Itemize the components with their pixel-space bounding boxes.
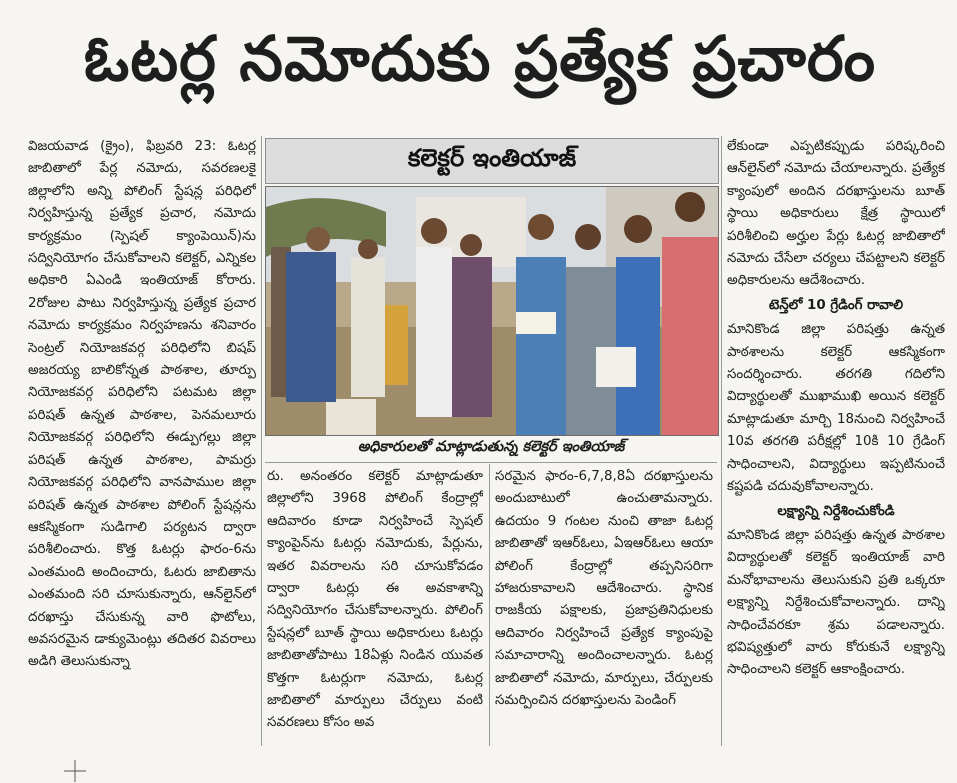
photo-caption: అధికారులతో మాట్లాడుతున్న కలెక్టర్ ఇంతియాజ్ [265,436,717,463]
column-4-text-1: లేకుండా ఎప్పటికప్పుడు పరిష్కరించి ఆన్‌లైన్‌లో నమోదు చేయాలన్నారు. ప్రత్యేక క్యాంపులో అందిన దరఖాస్తులను బూత్ స్థాయి అధికారులు క్షేత్ర స్థాయిలో పరిశీలించి అర్హుల పేర్లు ఓటర్ల జాబితాలో నమోదు చేసేలా చర్యలు చేపట్టాలని కలెక్టర్ అధికారులను ఆదేశించారు. [727,139,945,289]
column-1-text: విజయవాడ (క్రైం), ఫిబ్రవరి 23: ఓటర్ల జాబితాలో పేర్ల నమోదు, సవరణలకై జిల్లాలోని అన్ని పోలింగ్ స్టేషన్ల పరిధిలో నిర్వహిస్తున్న ప్రత్యేక ప్రచార, నమోదు కార్యక్రమం (స్పెషల్ క్యాంపెయిన్)ను సద్వినియోగం చేసుకోవాలని కలెక్టర్, ఎన్నికల అధికారి ఏఎండి ఇంతియాజ్ కోరారు. 2రోజుల పాటు నిర్వహిస్తున్న ప్రత్యేక ప్రచార నమోదు కార్యక్రమం నిర్వహణను శనివారం సెంట్రల్ నియోజకవర్గ పరిధిలోని బిషప్ అజరయ్య బాలికోన్నత పాఠశాల, తూర్పు నియోజకవర్గ పరిధిలోని పటమట జిల్లా పరిషత్ ఉన్నత పాఠశాల, పెనమలూరు నియోజకవర్గ పరిధిలోని ఈడ్పుగల్లు జిల్లా పరిషత్ ఉన్నత పాఠశాల, పామర్రు నియోజకవర్గ పరిధిలోని వానపాముల జిల్లా పరిషత్ ఉన్నత పాఠశాల పోలింగ్ స్టేషన్లను ఆకస్మికంగా సుడిగాలి పర్యటన ద్వారా పరిశీలించారు. కొత్త ఓటర్లు ఫారం-6ను ఎంతమంది అందించారు, ఓటరు జాబితాను ఎంతమంది సరి చూసుకున్నారు, ఆన్‌లైన్‌లో దరఖాస్తు చేసుకున్న వారి ఫొటోలు, అవసరమైన డాక్యుమెంట్లు తదితర వివరాలు అడిగి తెలుసుకున్నా [28,139,256,670]
column-divider [261,136,262,746]
article-column-1 [28,136,256,748]
column-4-text-2: మానికొండ జిల్లా పరిషత్తు ఉన్నత పాఠశాలను కలెక్టర్ ఆకస్మికంగా సందర్శించారు. తరగతి గదిలోని విద్యార్థులతో ముఖాముఖి అయిన కలెక్టర్ మాట్లాడుతూ మార్చి 18నుంచి నిర్వహించే 10వ తరగతి పరీక్షల్లో 10కి 10 గ్రేడింగ్ సాధించాలని, విద్యార్థులు ఇప్పటినుంచే కష్టపడి చదువుకోవాలన్నారు. [727,322,945,495]
column-divider [489,464,490,746]
article-column-3 [495,466,713,748]
subheading-set-goals: లక్ష్యాన్ని నిర్దేశించుకోండి [777,503,895,519]
article-column-2 [267,466,483,748]
news-photo [265,186,719,436]
collector-with-officials-photo [266,187,718,435]
column-2-text: రు. అనంతరం కలెక్టర్ మాట్లాడుతూ జిల్లాలోని 3968 పోలింగ్ కేంద్రాల్లో ఆదివారం కూడా నిర్వహించే స్పెషల్ క్యాంపైన్‌ను ఓటర్లు నమోదుకు, పేర్లును, ఇతర వివరాలను సరి చూసుకోవడం ద్వారా ఓటర్లు ఈ అవకాశాన్ని సద్వినియోగం చేసుకోవాలన్నారు. పోలింగ్ స్టేషన్లలో బూత్ స్థాయి అధికారులు ఓటర్లు జాబితాతోపాటు 18ఏళ్లు నిండిన యువత కొత్తగా ఓటర్లుగా నమోదు, ఓటర్ల జాబితాలో మార్పులు చేర్పులు వంటి సవరణలు కోసం అవ [267,469,483,731]
subheading-tenth-grading: టెన్త్‌లో 10 గ్రేడింగ్ రావాలి [768,297,904,313]
column-3-text: సరమైన ఫారం-6,7,8,8ఏ దరఖాస్తులను అందుబాటులో ఉంచుతామన్నారు. ఉదయం 9 గంటల నుంచి తాజా ఓటర్ల జాబితాతో ఇఆర్‌ఓలు, ఏఇఆర్‌ఓలు ఆయా పోలింగ్ కేంద్రాల్లో తప్పనిసరిగా హాజరుకావాలని ఆదేశించారు. స్థానిక రాజకీయ పక్షాలకు, ప్రజాప్రతినిధులకు ఆదివారం నిర్వహించే ప్రత్యేక క్యాంపుపై సమాచారాన్ని అందించాలన్నారు. ఓటర్ల జాబితాలో నమోదు, మార్పులు, చేర్పులకు సమర్పించిన దరఖాస్తులను పెండింగ్ [495,469,713,709]
column-divider [721,136,722,746]
article-column-4 [727,136,945,748]
kicker-banner: కలెక్టర్ ఇంతియాజ్ [265,138,719,184]
headline: ఓటర్ల నమోదుకు ప్రత్యేక ప్రచారం [83,22,877,95]
column-4-text-3: మానికొండ జిల్లా పరిషత్తు ఉన్నత పాఠశాల విద్యార్థులతో కలెక్టర్ ఇంతియాజ్ వారి మనోభావాలను తెలుసుకుని ప్రతి ఒక్కరూ లక్ష్యాన్ని నిర్దేశించుకోవాలన్నారు. దాన్ని సాధించేవరకూ శ్రమ పడాలన్నారు. భవిష్యత్తులో వారు కోరుకునే లక్ష్యాన్ని సాధించాలని కలెక్టర్ ఆకాంక్షించారు. [727,527,945,678]
crop-crosshair-icon [64,760,86,782]
